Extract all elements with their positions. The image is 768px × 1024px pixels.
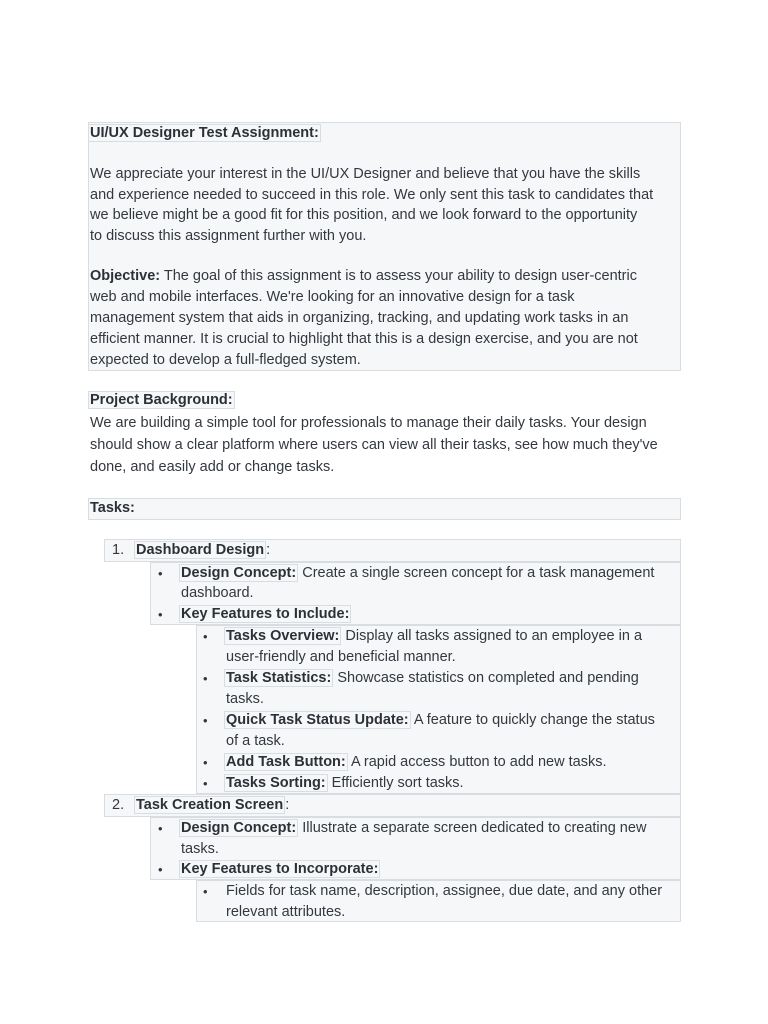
tasks-heading: Tasks: xyxy=(90,500,135,516)
task1-concept-line-1: Design Concept: Create a single screen concept for a task management xyxy=(181,565,655,581)
task1-stats-line-1: Task Statistics: Showcase statistics on completed and pending xyxy=(226,670,639,686)
background-line-1: We are building a simple tool for professionals to manage their daily tasks. Your design xyxy=(90,415,647,431)
task2-features-label: Key Features to Incorporate: xyxy=(181,861,379,877)
objective-line-3: management system that aids in organizing, tracking, and updating work tasks in an xyxy=(90,310,629,326)
bullet-icon: • xyxy=(203,755,208,770)
task2-title: Task Creation Screen : xyxy=(136,797,290,813)
bullet-icon: • xyxy=(158,821,163,836)
task1-number: 1. xyxy=(112,542,125,558)
task1-quick-line-1: Quick Task Status Update: A feature to quickly change the status xyxy=(226,712,655,728)
objective-line-2: web and mobile interfaces. We're looking for an innovative design for a task xyxy=(90,289,575,305)
intro-line-2: and experience needed to succeed in this role. We only sent this task to candidates that xyxy=(90,187,654,203)
objective-line-1 xyxy=(90,266,637,287)
objective-line-4: efficient manner. It is crucial to highlight that this is a design exercise, and you are not xyxy=(90,331,638,347)
intro-line-4: to discuss this assignment further with you. xyxy=(90,228,367,244)
bullet-icon: • xyxy=(203,713,208,728)
task1-quick-line-2: of a task. xyxy=(226,733,285,749)
task2-fields-line-1: Fields for task name, description, assignee, due date, and any other xyxy=(226,883,663,899)
objective-line-5: expected to develop a full-fledged system. xyxy=(90,352,361,368)
objective-text: The goal of this assignment is to assess your ability to design user-centric xyxy=(163,268,637,284)
bullet-icon: • xyxy=(203,884,208,899)
task1-overview-line-1: Tasks Overview: Display all tasks assigned to an employee in a xyxy=(226,628,643,644)
tasks-heading-box xyxy=(88,498,681,520)
objective-label: Objective: xyxy=(90,268,161,284)
task2-concept-line-2: tasks. xyxy=(181,841,219,857)
bullet-icon: • xyxy=(158,607,163,622)
task1-concept-line-2: dashboard. xyxy=(181,585,254,601)
bullet-icon: • xyxy=(203,629,208,644)
task2-number: 2. xyxy=(112,797,125,813)
task1-sort-line: Tasks Sorting: Efficiently sort tasks. xyxy=(226,775,464,791)
document-title: UI/UX Designer Test Assignment: xyxy=(90,125,319,141)
task1-add-line: Add Task Button: A rapid access button to add new tasks. xyxy=(226,754,607,770)
background-heading: Project Background: xyxy=(90,392,233,408)
background-line-2: should show a clear platform where users can view all their tasks, see how much they've xyxy=(90,437,658,453)
task1-overview-line-2: user-friendly and beneficial manner. xyxy=(226,649,456,665)
bullet-icon: • xyxy=(203,776,208,791)
task2-concept-line-1: Design Concept: Illustrate a separate screen dedicated to creating new xyxy=(181,820,647,836)
bullet-icon: • xyxy=(158,862,163,877)
bullet-icon: • xyxy=(203,671,208,686)
intro-line-1: We appreciate your interest in the UI/UX Designer and believe that you have the skills xyxy=(90,166,641,182)
task2-fields-line-2: relevant attributes. xyxy=(226,904,346,920)
bullet-icon: • xyxy=(158,566,163,581)
background-line-3: done, and easily add or change tasks. xyxy=(90,459,335,475)
task1-stats-line-2: tasks. xyxy=(226,691,264,707)
task1-features-label: Key Features to Include: xyxy=(181,606,350,622)
intro-line-3: we believe might be a good fit for this position, and we look forward to the opportunity xyxy=(90,207,638,223)
task1-title: Dashboard Design : xyxy=(136,542,271,558)
